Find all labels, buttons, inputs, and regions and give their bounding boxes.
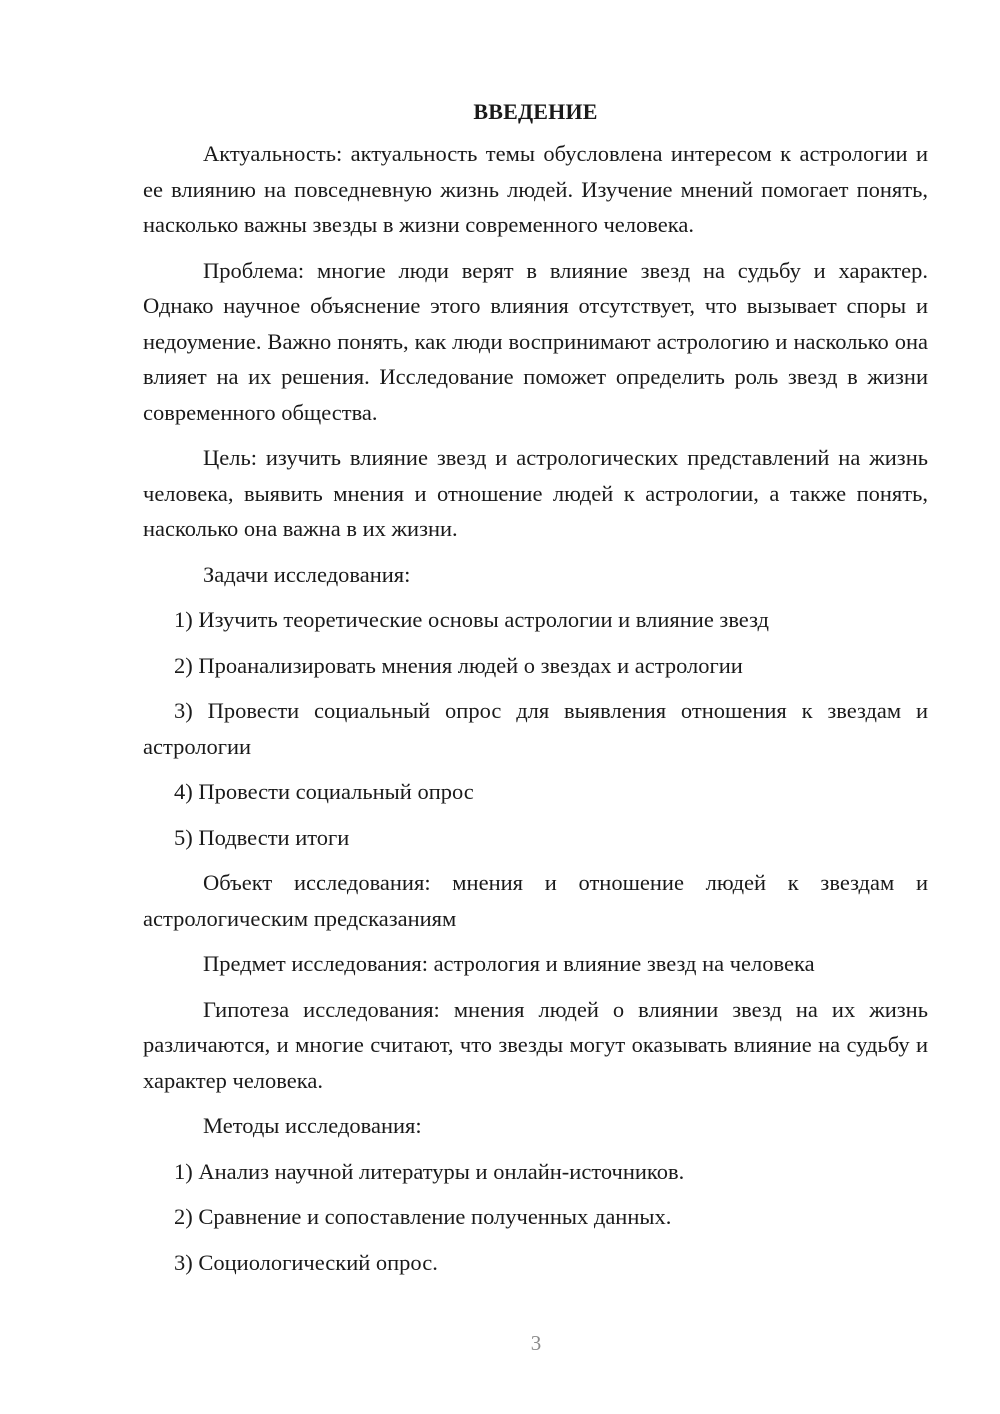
tasks-heading: Задачи исследования: (203, 561, 411, 587)
page-number: 3 (530, 1331, 542, 1355)
object-paragraph: Объект исследования: мнения и отношение людей к звездам и астрологическим предсказаниям (143, 870, 928, 931)
problem-paragraph: Проблема: многие люди верят в влияние звезд на судьбу и характер. Однако научное объяснение этого влияния отсутствует, что вызывает споры и недоумение. Важно понять, как люди воспринимают астрологию и насколько она влияет на их решения. Исследование поможет определить роль звезд в жизни современного общества. (143, 257, 928, 425)
document-page (143, 94, 928, 1290)
task-item: 5) Подвести итоги (174, 824, 350, 850)
relevance-paragraph: Актуальность: актуальность темы обусловлена интересом к астрологии и ее влиянию на повседневную жизнь людей. Изучение мнений помогает понять, насколько важны звезды в жизни современного человека. (143, 141, 928, 237)
method-item: 1) Анализ научной литературы и онлайн-источников. (174, 1158, 685, 1184)
task-item: 3) Провести социальный опрос для выявления отношения к звездам и астрологии (143, 698, 928, 759)
methods-heading: Методы исследования: (203, 1113, 422, 1138)
task-item: 4) Провести социальный опрос (174, 779, 474, 804)
task-item: 1) Изучить теоретические основы астрологии и влияние звезд (174, 607, 769, 632)
hypothesis-paragraph: Гипотеза исследования: мнения людей о влиянии звезд на их жизнь различаются, и многие считают, что звезды могут оказывать влияние на судьбу и характер человека. (143, 996, 928, 1093)
task-item: 2) Проанализировать мнения людей о звездах и астрологии (174, 652, 743, 678)
goal-paragraph: Цель: изучить влияние звезд и астрологических представлений на жизнь человека, выявить мнения и отношение людей к астрологии, а также понять, насколько она важна в их жизни. (143, 445, 928, 541)
method-item: 2) Сравнение и сопоставление полученных данных. (174, 1204, 672, 1229)
subject-paragraph: Предмет исследования: астрология и влияние звезд на человека (203, 951, 815, 976)
method-item: 3) Социологический опрос. (174, 1249, 438, 1275)
section-title: ВВЕДЕНИЕ (473, 99, 598, 124)
